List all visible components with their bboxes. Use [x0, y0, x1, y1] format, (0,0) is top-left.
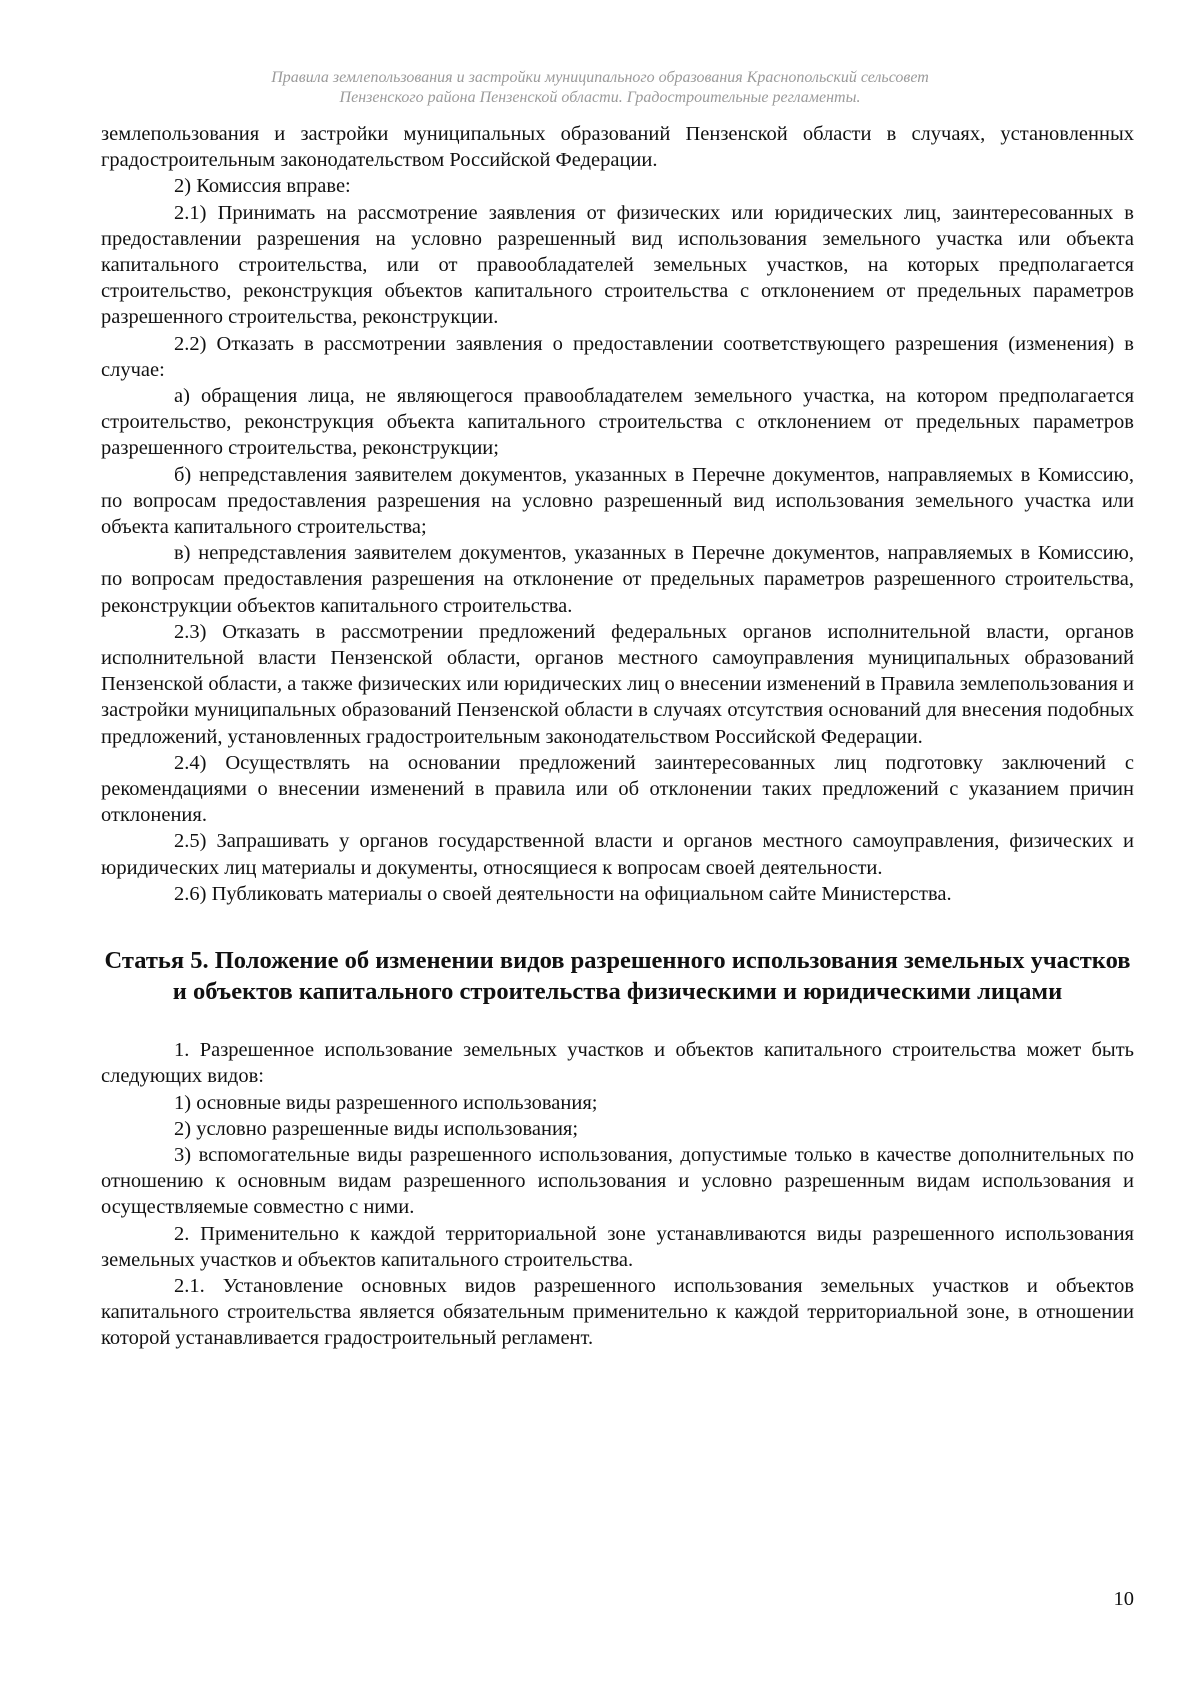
document-body — [101, 121, 1134, 1352]
running-header — [140, 68, 1060, 108]
paragraph: 2.6) Публиковать материалы о своей деятельности на официальном сайте Министерства. — [174, 882, 952, 905]
paragraph: 2.5) Запрашивать у органов государственной власти и органов местного самоуправления, физических и юридических лиц материалы и документы, относящиеся к вопросам своей деятельности. — [101, 830, 1134, 879]
paragraph: 2) Комиссия вправе: — [174, 175, 351, 198]
article-title: Статья 5. Положение об изменении видов разрешенного использования земельных участков и объектов капитального строительства физическими и юридическими лицами — [104, 947, 1131, 1006]
paragraph: 2) условно разрешенные виды использования; — [174, 1117, 579, 1140]
paragraph: б) непредставления заявителем документов, указанных в Перечне документов, направляемых в Комиссию, по вопросам предоставления разрешения на условно разрешенный вид использования земельного участка или объекта капитального строительства; — [101, 463, 1134, 539]
paragraph: 3) вспомогательные виды разрешенного использования, допустимые только в качестве дополнительных по отношению к основным видам разрешенного использования и условно разрешенным видам использования и осуществляемые совместно с ними. — [101, 1143, 1134, 1219]
paragraph-continuation: землепользования и застройки муниципальных образований Пензенской области в случаях, установленных градостроительным законодательством Российской Федерации. — [101, 123, 1134, 172]
paragraph: 2.1. Установление основных видов разрешенного использования земельных участков и объектов капитального строительства является обязательным применительно к каждой территориальной зоне, в отношении которой устанавливается градостроительный регламент. — [101, 1274, 1134, 1350]
running-header-line-1: Правила землепользования и застройки муниципального образования Краснопольский сельсовет — [271, 69, 929, 86]
paragraph: 2.4) Осуществлять на основании предложений заинтересованных лиц подготовку заключений с рекомендациями о внесении изменений в правила или об отклонении таких предложений с указанием причин отклонения. — [101, 751, 1134, 827]
paragraph: 2.1) Принимать на рассмотрение заявления от физических или юридических лиц, заинтересованных в предоставлении разрешения на условно разрешенный вид использования земельного участка или объекта капитального строительства, или от правообладателей земельных участков, на которых предполагается строительство, реконструкция объектов капитального строительства с отклонением от предельных параметров разрешенного строительства, реконструкции. — [101, 201, 1134, 329]
paragraph: 2.3) Отказать в рассмотрении предложений федеральных органов исполнительной власти, органов исполнительной власти Пензенской области, органов местного самоуправления муниципальных образований Пензенской области, а также физических или юридических лиц о внесении изменений в Правила землепользования и застройки муниципальных образований Пензенской области в случаях отсутствия оснований для внесения подобных предложений, установленных градостроительным законодательством Российской Федерации. — [101, 620, 1134, 748]
paragraph: 2.2) Отказать в рассмотрении заявления о предоставлении соответствующего разрешения (изменения) в случае: — [101, 332, 1134, 381]
running-header-line-2: Пензенского района Пензенской области. Градостроительные регламенты. — [339, 89, 861, 106]
paragraph: а) обращения лица, не являющегося правообладателем земельного участка, на котором предполагается строительство, реконструкция объекта капитального строительства с отклонением от предельных параметров разрешенного строительства, реконструкции; — [101, 385, 1134, 460]
page-number: 10 — [1113, 1588, 1134, 1610]
paragraph: в) непредставления заявителем документов, указанных в Перечне документов, направляемых в Комиссию, по вопросам предоставления разрешения на отклонение от предельных параметров разрешенного строительства, реконструкции объектов капитального строительства. — [101, 542, 1134, 617]
paragraph: 2. Применительно к каждой территориальной зоне устанавливаются виды разрешенного использования земельных участков и объектов капитального строительства. — [101, 1222, 1134, 1271]
paragraph: 1) основные виды разрешенного использования; — [174, 1091, 598, 1114]
paragraph: 1. Разрешенное использование земельных участков и объектов капитального строительства может быть следующих видов: — [101, 1039, 1134, 1088]
